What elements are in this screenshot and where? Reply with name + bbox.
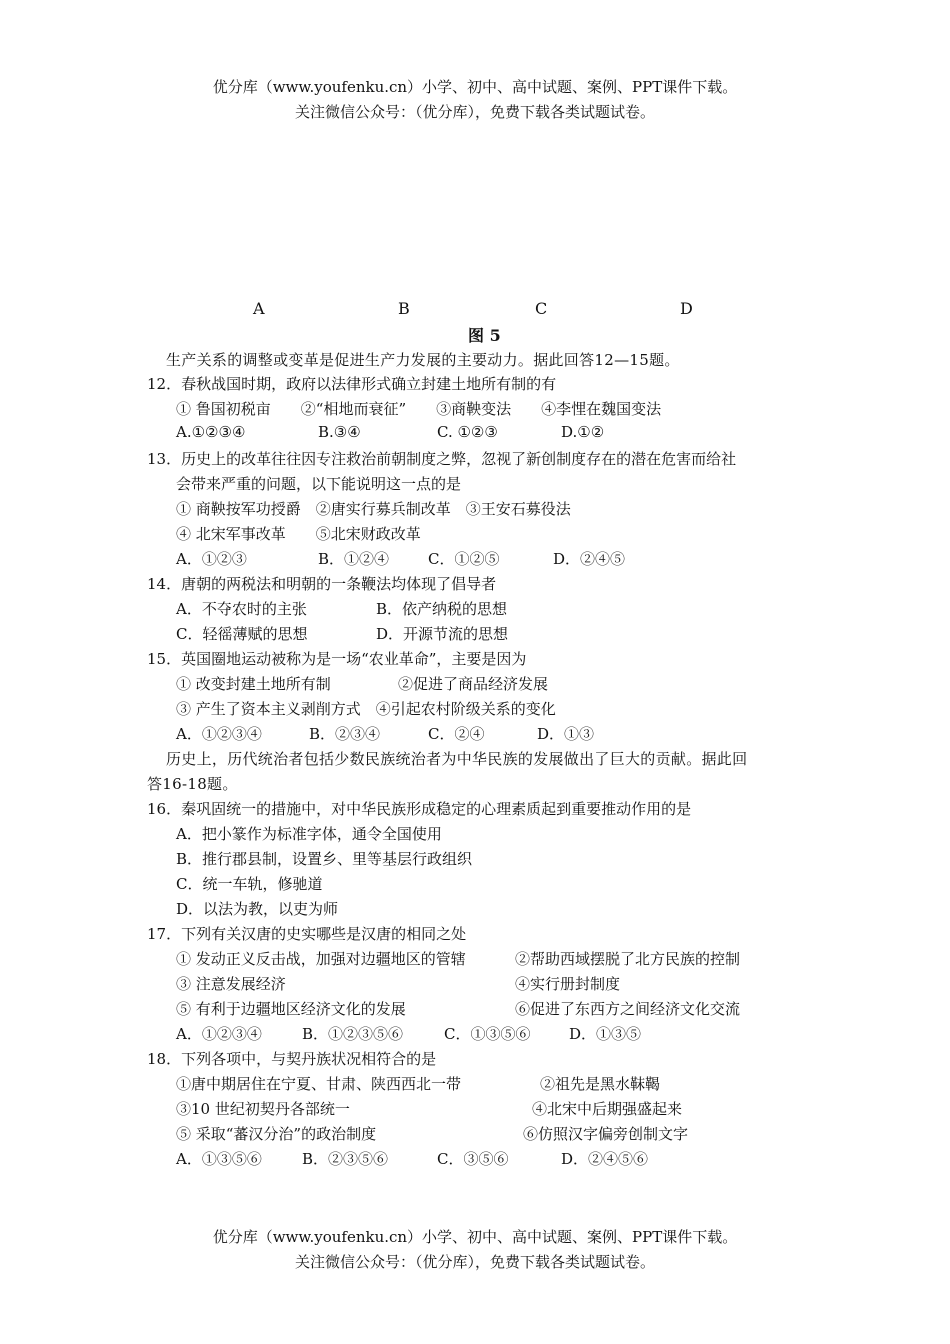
q13-stem-line-1: 13．历史上的改革往往因专注救治前朝制度之弊，忽视了新创制度存在的潜在危害而给社 <box>147 450 737 468</box>
header-line-2: 关注微信公众号：（优分库），免费下载各类试题试卷。 <box>294 103 655 121</box>
q13-stem-line-2: 会带来严重的问题，以下能说明这一点的是 <box>176 475 462 493</box>
q17-item-6: ⑥促进了东西方之间经济文化交流 <box>515 1000 741 1018</box>
q15-option-d: D．①③ <box>537 725 595 743</box>
q13-items-line-2: ④ 北宋军事改革 ⑤北宋财政改革 <box>176 525 421 543</box>
q17-item-4: ④实行册封制度 <box>515 975 621 993</box>
q15-option-a: A．①②③④ <box>176 725 262 743</box>
q18-option-d: D．②④⑤⑥ <box>561 1150 649 1168</box>
q18-option-c: C．③⑤⑥ <box>437 1150 509 1168</box>
q17-item-2: ②帮助西域摆脱了北方民族的控制 <box>515 950 741 968</box>
q14-option-d: D．开源节流的思想 <box>376 625 509 643</box>
q13-items-line-1: ① 商鞅按军功授爵 ②唐实行募兵制改革 ③王安石募役法 <box>176 500 571 518</box>
q13-option-d: D．②④⑤ <box>553 550 626 568</box>
intro-16-18-line-2: 答16-18题。 <box>147 775 238 793</box>
q18-item-6: ⑥仿照汉字偏旁创制文字 <box>523 1125 689 1143</box>
figure-label-b: B <box>398 299 410 318</box>
q17-option-d: D．①③⑤ <box>569 1025 642 1043</box>
q15-option-b: B．②③④ <box>309 725 381 743</box>
figure-label-d: D <box>680 299 693 318</box>
q12-option-a: A.①②③④ <box>176 423 246 441</box>
q18-stem: 18．下列各项中，与契丹族状况相符合的是 <box>147 1050 437 1068</box>
q15-stem: 15．英国圈地运动被称为是一场“农业革命”，主要是因为 <box>147 650 527 668</box>
q16-option-b: B．推行郡县制，设置乡、里等基层行政组织 <box>176 850 473 868</box>
footer-line-1: 优分库（www.youfenku.cn）小学、初中、高中试题、案例、PPT课件下载。 <box>212 1228 738 1246</box>
q17-option-a: A．①②③④ <box>176 1025 262 1043</box>
q16-option-a: A．把小篆作为标准字体，通令全国使用 <box>176 825 442 843</box>
q12-option-d: D.①② <box>561 423 605 441</box>
q17-item-5: ⑤ 有利于边疆地区经济文化的发展 <box>176 1000 406 1018</box>
q15-item-2: ②促进了商品经济发展 <box>398 675 549 693</box>
q13-option-a: A．①②③ <box>176 550 247 568</box>
header-line-1: 优分库（www.youfenku.cn）小学、初中、高中试题、案例、PPT课件下载。 <box>212 78 738 96</box>
intro-16-18-line-1: 历史上，历代统治者包括少数民族统治者为中华民族的发展做出了巨大的贡献。据此回 <box>166 750 748 768</box>
figure-caption: 图 5 <box>468 326 501 345</box>
q18-item-5: ⑤ 采取“蕃汉分治”的政治制度 <box>176 1125 377 1143</box>
q16-option-c: C．统一车轨，修驰道 <box>176 875 323 893</box>
q12-option-b: B.③④ <box>318 423 361 441</box>
q14-option-a: A．不夺农时的主张 <box>176 600 307 618</box>
q17-item-3: ③ 注意发展经济 <box>176 975 286 993</box>
q15-items-line-2: ③ 产生了资本主义剥削方式 ④引起农村阶级关系的变化 <box>176 700 556 718</box>
q13-option-b: B．①②④ <box>318 550 390 568</box>
q17-option-c: C．①③⑤⑥ <box>444 1025 531 1043</box>
q17-stem: 17．下列有关汉唐的史实哪些是汉唐的相同之处 <box>147 925 467 943</box>
q17-item-1: ① 发动正义反击战，加强对边疆地区的管辖 <box>176 950 466 968</box>
q18-item-3: ③10 世纪初契丹各部统一 <box>176 1100 350 1118</box>
q15-option-c: C．②④ <box>428 725 485 743</box>
q18-option-b: B．②③⑤⑥ <box>302 1150 389 1168</box>
q17-option-b: B．①②③⑤⑥ <box>302 1025 404 1043</box>
q15-item-1: ① 改变封建土地所有制 <box>176 675 331 693</box>
q13-option-c: C．①②⑤ <box>428 550 500 568</box>
q18-item-1: ①唐中期居住在宁夏、甘肃、陕西西北一带 <box>176 1075 462 1093</box>
q12-items: ① 鲁国初税亩 ②“相地而衰征” ③商鞅变法 ④李悝在魏国变法 <box>176 400 662 418</box>
q18-option-a: A．①③⑤⑥ <box>176 1150 262 1168</box>
q16-stem: 16．秦巩固统一的措施中，对中华民族形成稳定的心理素质起到重要推动作用的是 <box>147 800 692 818</box>
footer-line-2: 关注微信公众号：（优分库），免费下载各类试题试卷。 <box>294 1253 655 1271</box>
q14-option-c: C．轻徭薄赋的思想 <box>176 625 308 643</box>
q12-option-c: C. ①②③ <box>437 423 498 441</box>
q18-item-4: ④北宋中后期强盛起来 <box>532 1100 683 1118</box>
figure-label-c: C <box>535 299 548 318</box>
q14-stem: 14．唐朝的两税法和明朝的一条鞭法均体现了倡导者 <box>147 575 497 593</box>
intro-12-15: 生产关系的调整或变革是促进生产力发展的主要动力。据此回答12—15题。 <box>166 351 680 369</box>
q16-option-d: D．以法为教，以吏为师 <box>176 900 339 918</box>
q12-stem: 12．春秋战国时期，政府以法律形式确立封建土地所有制的有 <box>147 375 557 393</box>
figure-label-a: A <box>253 299 265 318</box>
q14-option-b: B．依产纳税的思想 <box>376 600 508 618</box>
q18-item-2: ②祖先是黑水靺鞨 <box>540 1075 661 1093</box>
